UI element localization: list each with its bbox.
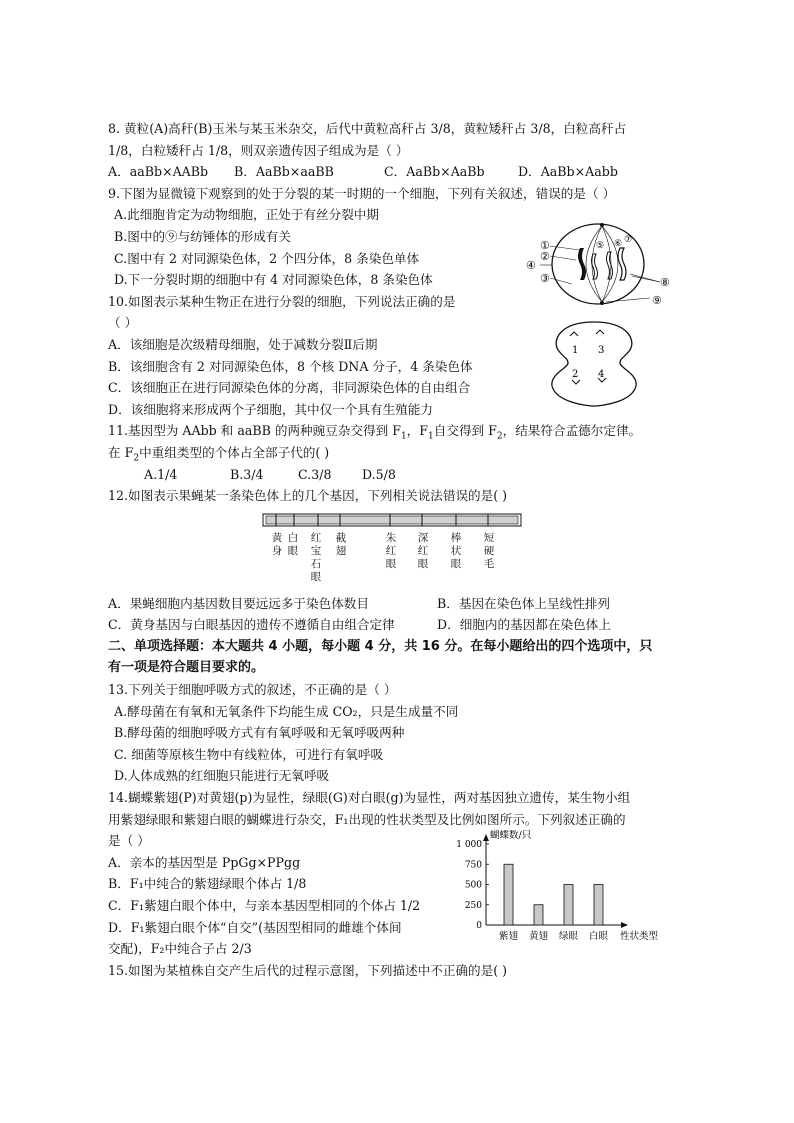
q10-label-2: 2 (572, 369, 579, 380)
q9-cell-figure (520, 214, 680, 310)
q10-label-1: 1 (572, 345, 579, 356)
q11-option-a: A.1/4 (144, 466, 178, 482)
category-label-3: 白眼 (588, 931, 609, 942)
gene-yellow-body: 黄 身 (271, 532, 283, 557)
q14-line3: 是（ ） (108, 833, 150, 849)
bar-3 (594, 885, 603, 926)
q8-options (108, 161, 688, 183)
bar-2 (564, 885, 573, 926)
q8-option-d: D．AaBb×Aabb (518, 164, 618, 180)
q14-option-d: D．F₁紫翅白眼个体“自交”(基因型相同的雌雄个体间 (108, 919, 402, 935)
q9-stem: 9.下图为显微镜下观察到的处于分裂的某一时期的一个细胞，下列有关叙述，错误的是（ ） (108, 185, 616, 201)
gene-ruby-eye: 红 宝 石 眼 (310, 532, 322, 583)
q9-label-4: ④ (526, 259, 536, 272)
q9-label-2: ② (540, 250, 550, 263)
q14-line1: 14.蝴蝶紫翅(P)对黄翅(p)为显性，绿眼(G)对白眼(g)为显性，两对基因独立遗传，某生物小组 (108, 790, 631, 806)
y-axis-label: 蝴蝶数/只 (490, 830, 532, 841)
q11-option-c: C.3/8 (298, 466, 332, 482)
q10-option-a: A．该细胞是次级精母细胞，处于减数分裂Ⅱ后期 (108, 336, 378, 352)
q9-label-3: ③ (540, 272, 550, 285)
q10-cell-figure (546, 318, 642, 408)
q11-line2: 在 $F_2$中重组类型的个体占全部子代的( ) (108, 444, 330, 464)
category-labels (499, 930, 609, 942)
y-axis-arrow (483, 834, 489, 841)
q10-paren: （ ） (108, 315, 138, 331)
y-tick-label: 500 (464, 880, 482, 891)
q11-option-b: B.3/4 (230, 466, 264, 482)
q9-label-9: ⑨ (652, 294, 662, 307)
q10-stem: 10.如图表示某种生物正在进行分裂的细胞，下列说法正确的是 (108, 293, 456, 309)
q13-option-b: B.酵母菌的细胞呼吸方式有有氧呼吸和无氧呼吸两种 (114, 725, 405, 741)
q9-option-a: A.此细胞肯定为动物细胞，正处于有丝分裂中期 (114, 207, 379, 223)
chromosomes (578, 248, 626, 280)
q8-line2: 1/8，白粒矮秆占 1/8，则双亲遗传因子组成为是（ ） (108, 142, 409, 158)
q9-label-5: ⑤ (596, 241, 605, 251)
q12-option-b: B．基因在染色体上呈线性排列 (437, 595, 610, 611)
q13-option-c: C. 细菌等原核生物中有线粒体，可进行有氧呼吸 (114, 746, 384, 762)
x-axis-label: 性状类型 (620, 931, 659, 942)
category-label-1: 黄翅 (528, 931, 549, 942)
q10-option-d: D．该细胞将来形成两个子细胞，其中仅一个具有生殖能力 (108, 401, 433, 417)
q10-label-4: 4 (598, 369, 605, 380)
spindle-fibers (586, 226, 618, 302)
q9-label-1: ① (540, 239, 550, 252)
q8-option-b: B．AaBb×aaBB (234, 164, 334, 180)
gene-deep-red-eye: 深 红 眼 (417, 532, 429, 570)
section2-heading-line2: 有一项是符合题目要求的。 (108, 660, 265, 676)
y-tick-label: 750 (464, 860, 482, 871)
q14-option-d-cont: 交配)，F₂中纯合子占 2/3 (108, 941, 252, 957)
y-ticks (456, 840, 489, 931)
q8-line1: 8. 黄粒(A)高秆(B)玉米与某玉米杂交，后代中黄粒高秆占 3/8，黄粒矮秆占 3/8，白粒高秆占 (108, 121, 627, 136)
q9-option-c: C.图中有 2 对同源染色体，2 个四分体，8 条染色单体 (114, 250, 420, 266)
q12-option-c: C．黄身基因与白眼基因的遗传不遵循自由组合定律 (108, 617, 395, 633)
q12-option-d: D．细胞内的基因都在染色体上 (437, 617, 611, 633)
y-tick-label: 250 (464, 900, 482, 911)
category-label-0: 紫翅 (498, 931, 519, 942)
q9-option-d: D.下一分裂时期的细胞中有 4 对同源染色体，8 条染色体 (114, 272, 433, 288)
gene-bar-eye: 棒 状 眼 (450, 532, 462, 570)
gene-vermilion-eye: 朱 红 眼 (385, 532, 397, 570)
q9-label-8: ⑧ (660, 276, 670, 289)
q12-option-a: A．果蝇细胞内基因数目要远远多于染色体数目 (108, 595, 369, 611)
q10-option-c: C．该细胞正在进行同源染色体的分离，非同源染色体的自由组合 (108, 380, 471, 396)
q11-options (108, 464, 688, 486)
q11-line1: 11.基因型为 AAbb 和 aaBB 的两种豌豆杂交得到 $F_1$，$F_1$自交得到 $F_2$，结果符合孟德尔定律。 (108, 423, 642, 442)
q10-option-b: B．该细胞含有 2 对同源染色体，8 个核 DNA 分子，4 条染色体 (108, 358, 473, 374)
section2-heading-line1: 二、单项选择题：本大题共 4 小题，每小题 4 分，共 16 分。在每小题给出的四个选项中，只 (108, 638, 653, 654)
q14-line2: 用紫翅绿眼和紫翅白眼的蝴蝶进行杂交，F₁出现的性状类型及比例如图所示。下列叙述正确的 (108, 811, 626, 827)
q8-option-c: C．AaBb×AaBb (384, 164, 485, 180)
q9-option-b: B.图中的⑨与纺锤体的形成有关 (114, 228, 291, 244)
q12-chromosome-figure (262, 512, 524, 598)
q8-option-a: A．aaBb×AABb (108, 164, 209, 180)
bar-0 (504, 864, 513, 925)
q9-label-6: ⑥ (614, 239, 623, 249)
q13-option-a: A.酵母菌在有氧和无氧条件下均能生成 CO₂，只是生成量不同 (114, 703, 459, 719)
y-tick-label: 0 (476, 921, 482, 931)
q11-option-d: D.5/8 (362, 466, 396, 482)
x-axis-arrow (621, 922, 628, 928)
gene-white-eye: 白 眼 (287, 532, 299, 557)
y-tick-label: 1 000 (456, 840, 482, 850)
q13-stem: 13.下列关于细胞呼吸方式的叙述，不正确的是（ ） (108, 682, 397, 698)
bars (504, 864, 603, 925)
chromosome-bar (262, 512, 524, 528)
q14-option-a: A．亲本的基因型是 PpGg×PPgg (108, 854, 301, 870)
q9-label-7: ⑦ (624, 235, 633, 245)
q10-label-3: 3 (598, 345, 605, 356)
q12-options-row2 (108, 614, 688, 636)
bar-1 (534, 905, 543, 925)
centriole-bottom (600, 301, 604, 305)
gene-short-bristle: 短 硬 毛 (483, 532, 495, 570)
q14-option-c: C．F₁紫翅白眼个体中，与亲本基因型相同的个体占 1/2 (108, 898, 421, 913)
category-label-2: 绿眼 (558, 931, 579, 942)
q13-option-d: D.人体成熟的红细胞只能进行无氧呼吸 (114, 768, 330, 784)
q15-stem: 15.如图为某植株自交产生后代的过程示意图，下列描述中不正确的是( ) (108, 962, 508, 978)
cell-outline (552, 322, 636, 406)
q14-bar-chart (452, 830, 672, 946)
gene-cut-wing: 截 翅 (335, 532, 347, 557)
centriole-top (600, 223, 604, 227)
q12-stem: 12.如图表示果蝇某一条染色体上的几个基因，下列相关说法错误的是( ) (108, 488, 508, 504)
q14-option-b: B．F₁中纯合的紫翅绿眼个体占 1/8 (108, 876, 307, 892)
